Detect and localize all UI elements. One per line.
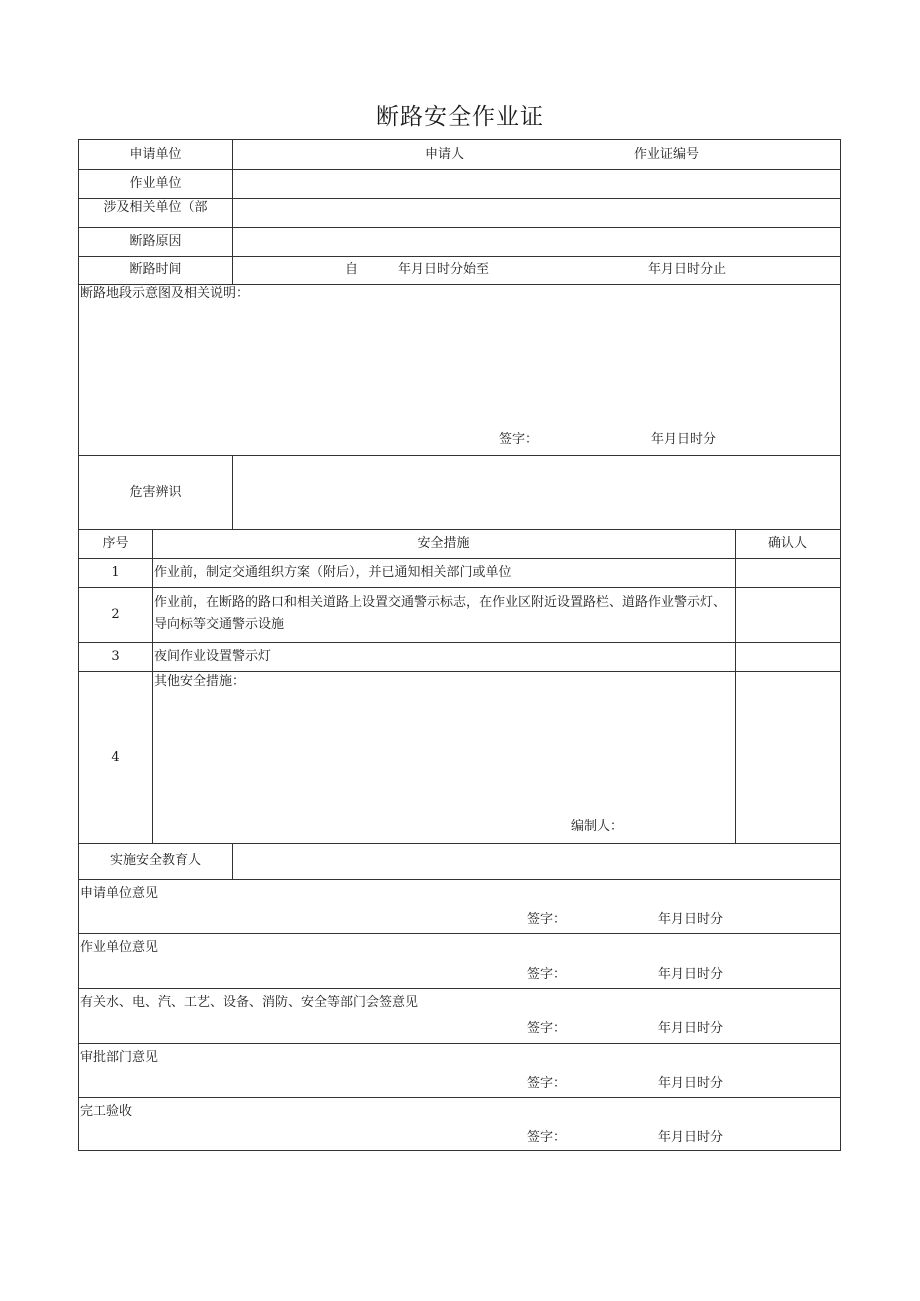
row-divider [79,198,840,199]
col-divider [152,529,153,843]
hazard-label: 危害辨识 [129,485,182,500]
row-divider [79,455,840,456]
opinion-datetime: 年月日时分 [658,912,724,927]
permit-form [78,139,841,1151]
opinion-sign-label: 签字： [527,1130,567,1145]
row-divider [79,879,840,880]
opinion-label: 作业单位意见 [80,940,159,955]
work-unit-label: 作业单位 [129,176,182,191]
row-divider [79,642,840,643]
measure-no: 1 [111,565,120,580]
time-end: 年月日时分止 [648,262,727,277]
col-divider [232,843,233,879]
opinion-label: 申请单位意见 [80,886,159,901]
opinion-sign-label: 签字： [527,1021,567,1036]
reason-label: 断路原因 [129,234,182,249]
opinion-sign-label: 签字： [527,912,567,927]
opinion-sign-label: 签字： [527,1076,567,1091]
measure-text: 其他安全措施： [154,674,246,689]
apply-unit-label: 申请单位 [129,147,182,162]
applicant-label: 申请人 [425,147,465,162]
row-divider [79,988,840,989]
diagram-sign-label: 签字： [499,432,539,447]
measure-no: 4 [111,750,120,765]
col-divider [735,529,736,843]
col-divider [232,140,233,284]
time-label: 断路时间 [129,262,182,277]
row-divider [79,587,840,588]
education-label: 实施安全教育人 [109,853,201,868]
row-divider [79,256,840,257]
row-divider [79,933,840,934]
row-divider [79,169,840,170]
permit-number-label: 作业证编号 [634,147,700,162]
row-divider [79,1097,840,1098]
compiler-label: 编制人： [571,819,624,834]
row-divider [79,284,840,285]
diagram-label: 断路地段示意图及相关说明： [80,286,250,301]
row-divider [79,529,840,530]
row-divider [79,843,840,844]
diagram-datetime: 年月日时分 [651,432,717,447]
col-measure-header: 安全措施 [417,536,470,551]
opinion-label: 有关水、电、汽、工艺、设备、消防、安全等部门会签意见 [80,995,419,1010]
opinion-datetime: 年月日时分 [658,1076,724,1091]
time-from: 自 [345,262,359,277]
opinion-datetime: 年月日时分 [658,1021,724,1036]
col-divider [232,455,233,529]
col-no-header: 序号 [102,536,129,551]
opinion-label: 完工验收 [80,1104,133,1119]
opinion-sign-label: 签字： [527,967,567,982]
time-start: 年月日时分始至 [398,262,490,277]
opinion-label: 审批部门意见 [80,1050,159,1065]
row-divider [79,558,840,559]
measure-no: 2 [111,607,120,622]
col-confirm-header: 确认人 [767,536,807,551]
related-unit-label: 涉及相关单位（部 [103,200,208,215]
measure-text: 作业前，制定交通组织方案（附后），并已通知相关部门或单位 [154,565,512,580]
opinion-datetime: 年月日时分 [658,1130,724,1145]
row-divider [79,1043,840,1044]
measure-no: 3 [111,649,120,664]
measure-text: 作业前，在断路的路口和相关道路上设置交通警示标志，在作业区附近设置路栏、道路作业警示灯、导向标等交通警示设施 [154,595,727,632]
document-title: 断路安全作业证 [376,104,544,130]
measure-text: 夜间作业设置警示灯 [154,649,272,664]
row-divider [79,227,840,228]
row-divider [79,671,840,672]
opinion-datetime: 年月日时分 [658,967,724,982]
